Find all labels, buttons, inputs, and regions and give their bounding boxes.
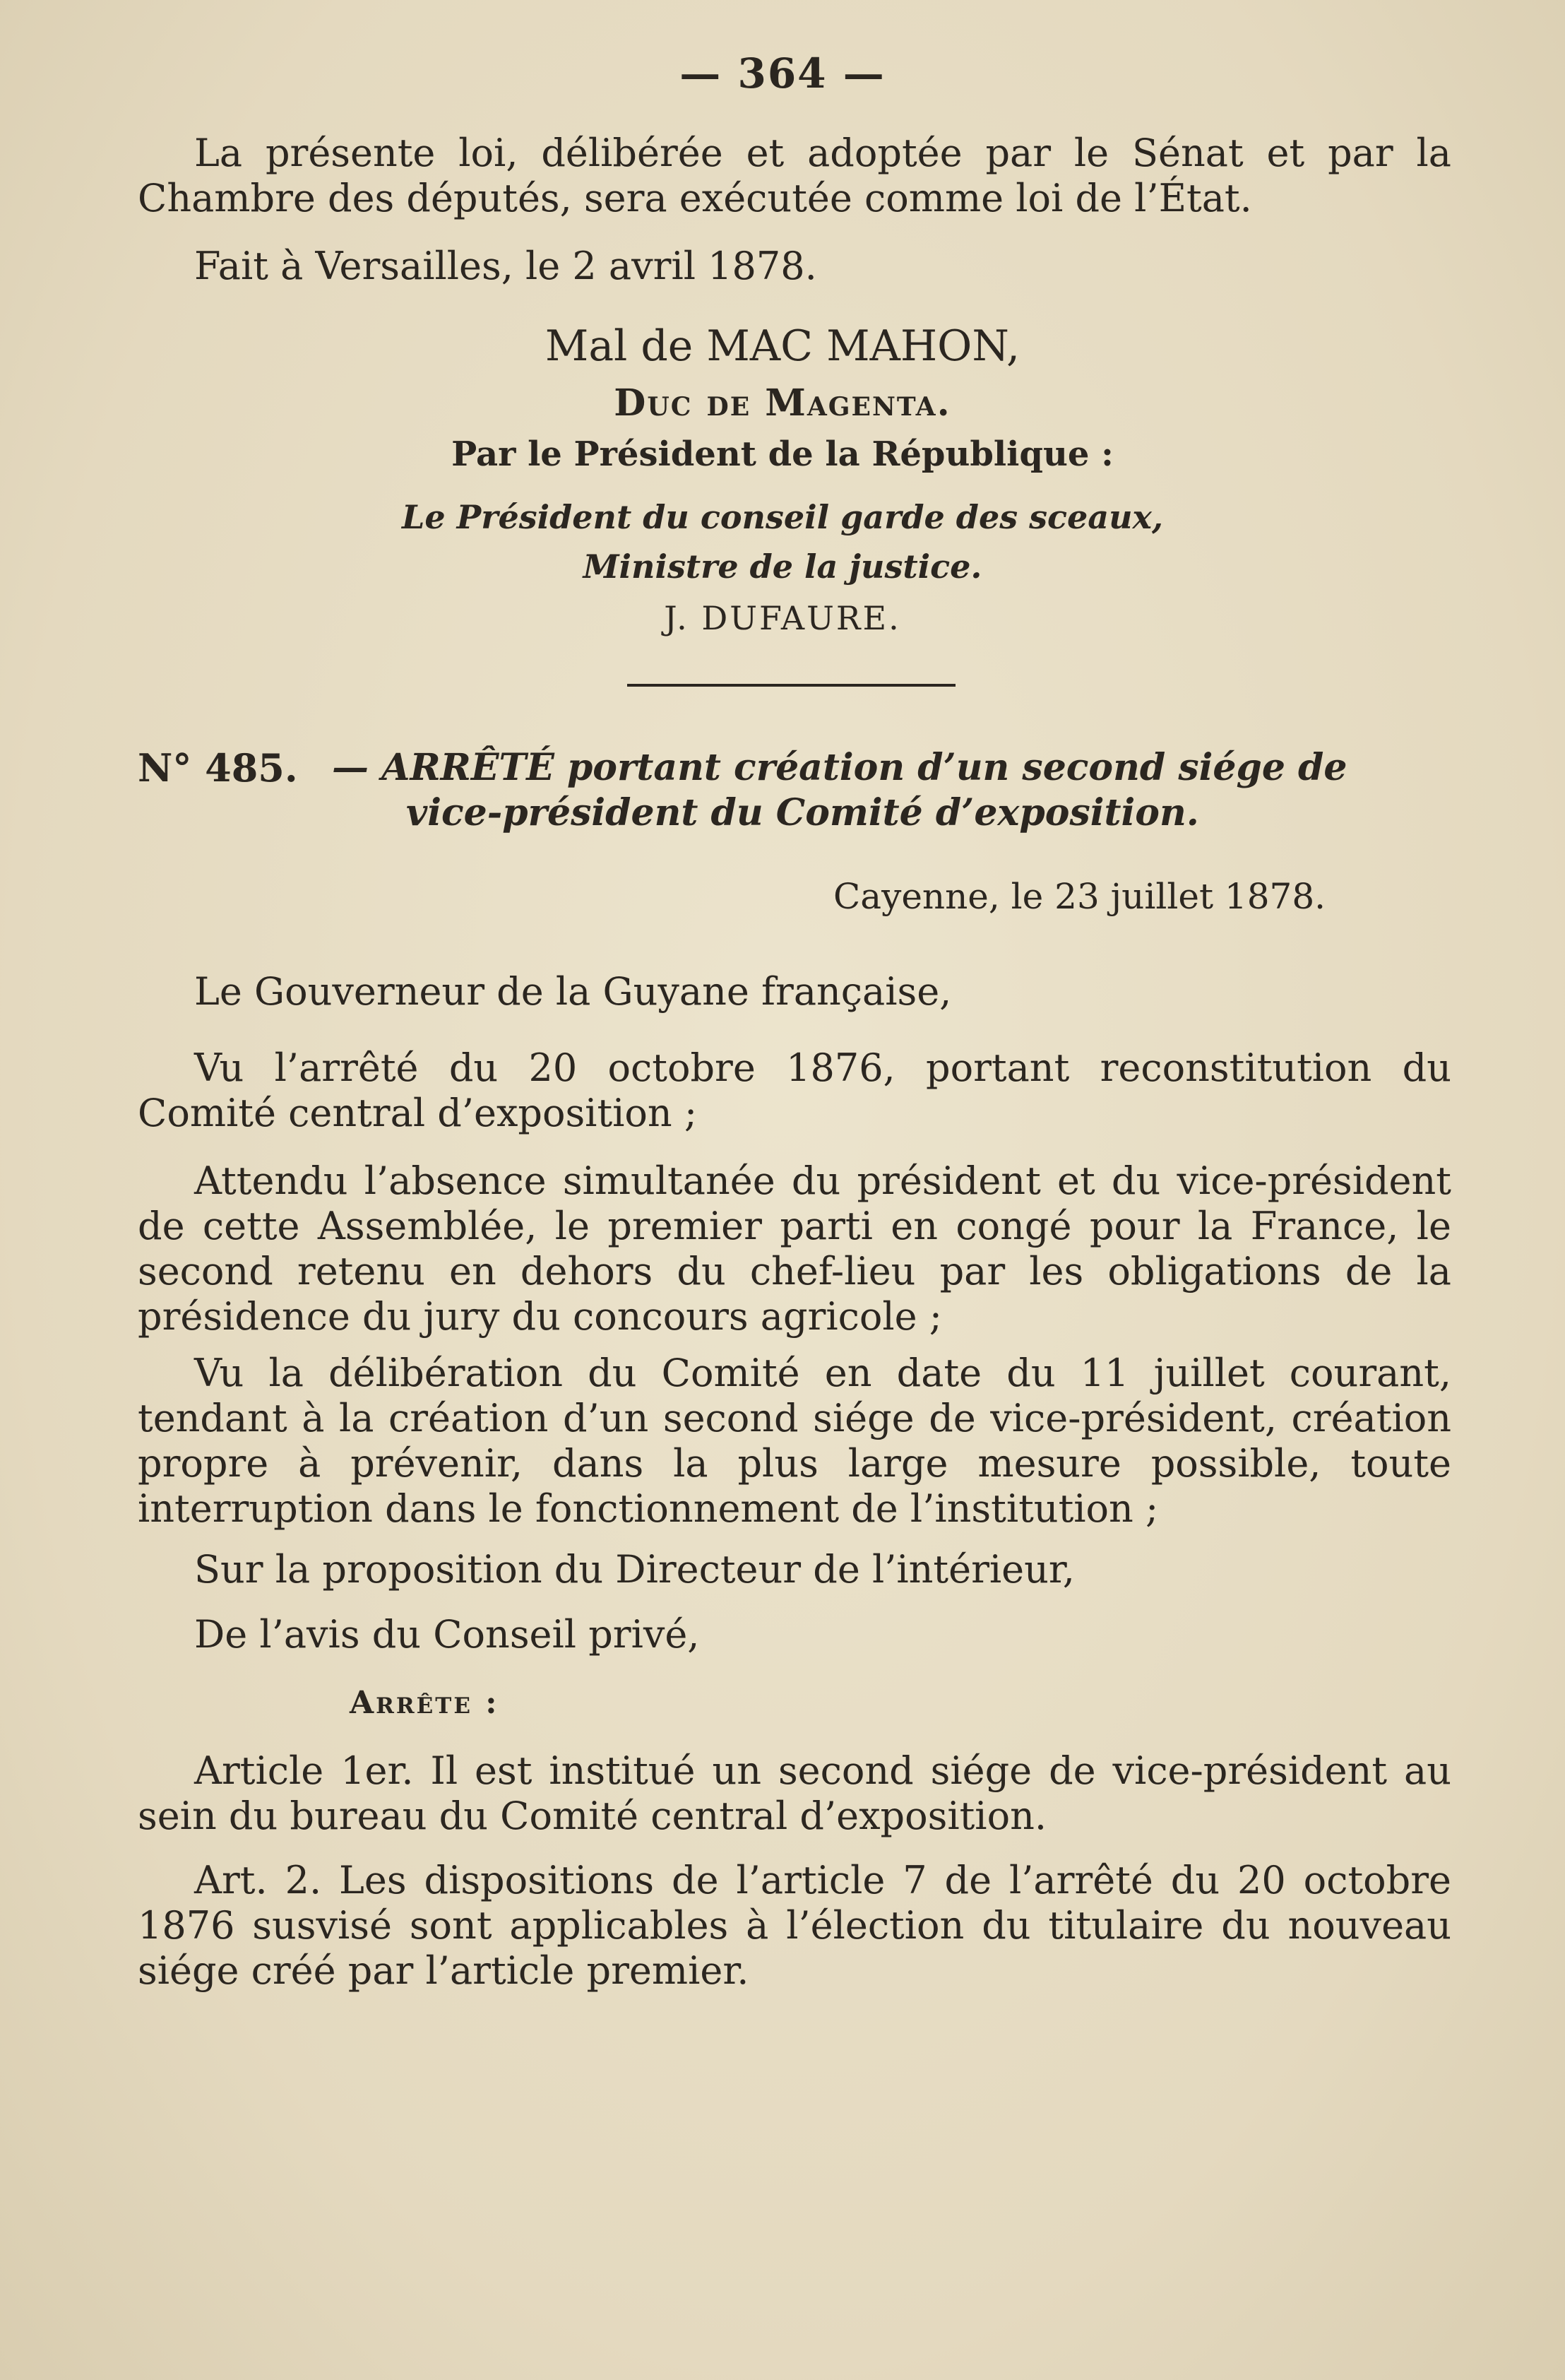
page-number: — 364 — bbox=[679, 49, 886, 97]
article-2: Art. 2. Les dispositions de l’article 7 de l’arrêté du 20 octobre 1876 susvisé sont applicables à l’élection du titulaire du nouveau siége créé par l’article premier. bbox=[138, 1858, 1451, 1993]
arrete-heading: Arrête : bbox=[350, 1685, 499, 1721]
decree-number: N° 485. bbox=[138, 745, 298, 791]
vu-arrete-paragraph: Vu l’arrêté du 20 octobre 1876, portant reconstitution du Comité central d’exposition ; bbox=[138, 1046, 1451, 1135]
sur-proposition-line: Sur la proposition du Directeur de l’intérieur, bbox=[194, 1547, 1075, 1592]
article-1: Article 1er. Il est institué un second siége de vice-président au sein du bureau du Comité central d’exposition. bbox=[138, 1748, 1451, 1838]
vu-deliberation-paragraph: Vu la délibération du Comité en date du 11 juillet courant, tendant à la création d’un second siége de vice-président, création propre à prévenir, dans la plus large mesure possible, toute interruption dans le fonctionnement de l’institution ; bbox=[138, 1351, 1451, 1531]
done-at-versailles: Fait à Versailles, le 2 avril 1878. bbox=[194, 244, 817, 288]
attendu-paragraph: Attendu l’absence simultanée du président et du vice-président de cette Assemblée, le premier parti en congé pour la France, le second retenu en dehors du chef-lieu par les obligations de la présidence du jury du concours agricole ; bbox=[138, 1159, 1451, 1339]
section-divider bbox=[627, 684, 956, 687]
decree-title bbox=[332, 745, 1455, 836]
minister-title-line1: Le Président du conseil garde des sceaux, bbox=[402, 498, 1163, 536]
governor-line: Le Gouverneur de la Guyane française, bbox=[194, 969, 952, 1014]
by-president-line: Par le Président de la République : bbox=[451, 434, 1114, 474]
minister-name: J. DUFAURE. bbox=[664, 599, 901, 637]
minister-title-line2: Ministre de la justice. bbox=[583, 547, 982, 586]
signature-duke: Duc de Magenta. bbox=[614, 381, 951, 425]
avis-conseil-line: De l’avis du Conseil privé, bbox=[194, 1612, 700, 1657]
decree-title-line2: vice-président du Comité d’exposition. bbox=[406, 791, 1199, 834]
signature-marshal: Mal de MAC MAHON, bbox=[545, 321, 1020, 371]
decree-title-line1: — ARRÊTÉ portant création d’un second siége de bbox=[332, 746, 1347, 789]
law-closing-paragraph: La présente loi, délibérée et adoptée par le Sénat et par la Chambre des députés, sera exécutée comme loi de l’État. bbox=[138, 131, 1451, 220]
decree-date: Cayenne, le 23 juillet 1878. bbox=[833, 876, 1326, 917]
